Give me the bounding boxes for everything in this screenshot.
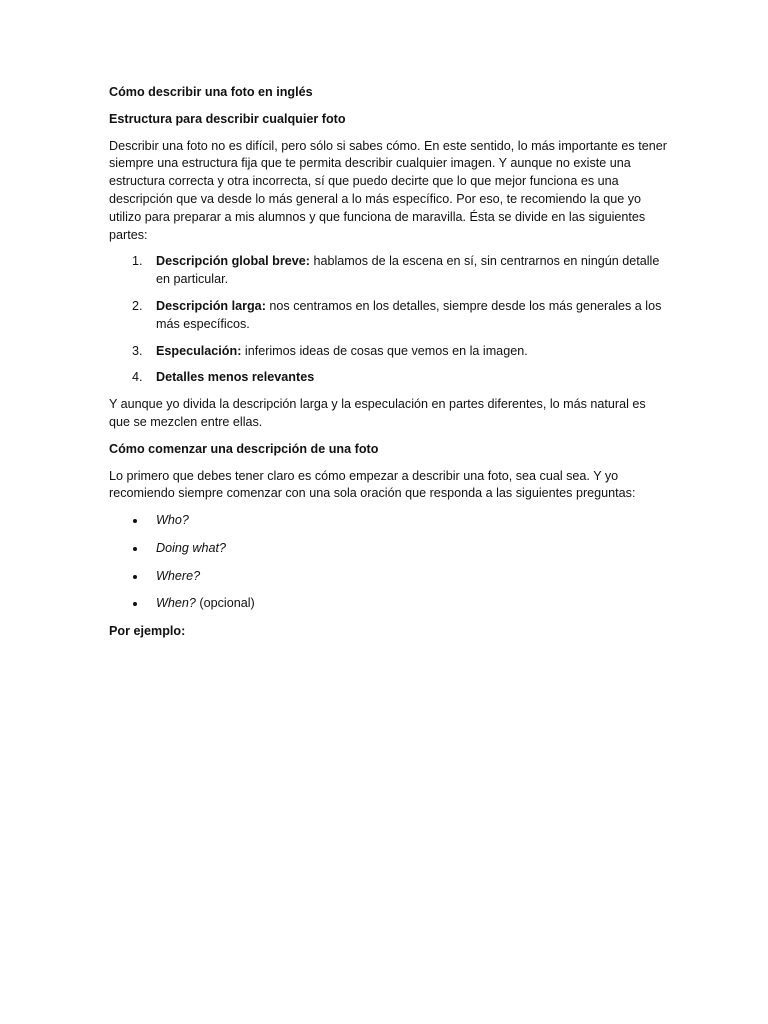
section-heading-start: Cómo comenzar una descripción de una foto: [109, 441, 379, 456]
step-description: hablamos de la escena en sí, sin centrarnos en ningún detalle en particular.: [156, 254, 660, 287]
step-number: 1.: [132, 254, 143, 269]
question-item: [109, 595, 669, 613]
steps-list: [109, 253, 669, 387]
document-body: [109, 84, 669, 650]
step-number: 3.: [132, 343, 143, 358]
step-term: Descripción larga:: [156, 298, 266, 313]
step-term: Detalles menos relevantes: [156, 370, 315, 385]
step-number: 4.: [132, 370, 143, 385]
questions-list: [109, 512, 669, 613]
question-extra: (opcional): [195, 596, 255, 611]
question-item: [109, 540, 669, 558]
step-description: inferimos ideas de cosas que vemos en la imagen.: [241, 343, 528, 358]
bullet-icon: [133, 519, 137, 523]
bullet-icon: [133, 547, 137, 551]
question-item: [109, 512, 669, 530]
bullet-icon: [133, 575, 137, 579]
intro-paragraph: Describir una foto no es difícil, pero sólo si sabes cómo. En este sentido, lo más importante es tener siempre una estructura fija que te permita describir cualquier imagen. Y aunque no existe una estructura correcta y otra incorrecta, sí que puedo decirte que lo que mejor funciona es una descripción que va desde lo más general a lo más específico. Por eso, te recomiendo la que yo utilizo para preparar a mis alumnos y que funciona de maravilla. Ésta se divide en las siguientes partes:: [109, 138, 667, 242]
step-term: Especulación:: [156, 343, 242, 358]
step-item: [109, 369, 669, 387]
step-description: nos centramos en los detalles, siempre desde los más generales a los más específicos.: [156, 298, 662, 331]
question-text: When?: [156, 596, 196, 611]
step-item: [109, 253, 669, 289]
question-text: Where?: [156, 568, 201, 583]
section-heading-structure: Estructura para describir cualquier foto: [109, 111, 346, 126]
question-text: Doing what?: [156, 540, 227, 555]
question-item: [109, 568, 669, 586]
step-term: Descripción global breve:: [156, 254, 310, 269]
question-text: Who?: [156, 513, 189, 528]
step-item: [109, 343, 669, 361]
start-paragraph: Lo primero que debes tener claro es cómo empezar a describir una foto, sea cual sea. Y yo recomiendo siempre comenzar con una sola oración que responda a las siguientes preguntas:: [109, 468, 636, 501]
document-title: Cómo describir una foto en inglés: [109, 85, 313, 99]
example-label: Por ejemplo:: [109, 623, 186, 638]
step-number: 2.: [132, 298, 143, 313]
note-paragraph: Y aunque yo divida la descripción larga y la especulación en partes diferentes, lo más natural es que se mezclen entre ellas.: [109, 397, 646, 429]
step-item: [109, 298, 669, 334]
bullet-icon: [133, 602, 137, 606]
